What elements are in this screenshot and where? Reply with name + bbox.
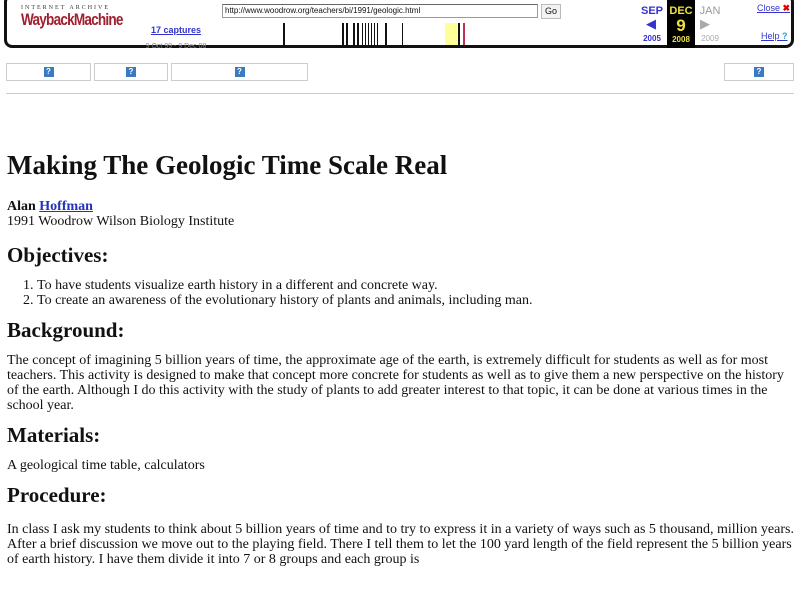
author-link[interactable]: Hoffman: [39, 199, 93, 214]
institute: 1991 Woodrow Wilson Biology Institute: [7, 214, 235, 229]
prev-arrow-icon[interactable]: ◀: [646, 16, 656, 31]
help-icon: ?: [44, 67, 54, 77]
nav-button-1[interactable]: [6, 63, 91, 81]
background-text: The concept of imagining 5 billion years of time, the approximate age of the earth, is extremely difficult for students as well as for most teachers. This activity is designed to make that concept more concrete for students as well as to give them a new perspective on the history of the earth. Although I do this activity with the study of plants to add greater interest to that topic, it can be done at various times in the school year.: [7, 353, 784, 413]
list-item: 2. To create an awareness of the evolutionary history of plants and animals, including man.: [37, 293, 797, 308]
nav-button-4[interactable]: [724, 63, 794, 81]
go-button[interactable]: Go: [541, 4, 561, 19]
next-year: 2009: [701, 34, 719, 43]
current-month: DEC: [669, 5, 693, 17]
captures-link[interactable]: 17 captures: [150, 25, 202, 35]
help-label: Help: [761, 31, 780, 41]
objectives-heading: Objectives:: [7, 243, 109, 267]
next-month: JAN: [699, 5, 721, 17]
wayback-logo[interactable]: [21, 5, 148, 29]
help-link[interactable]: [761, 31, 788, 41]
procedure-text: In class I ask my students to think about 5 billion years of time and to try to express it in a variety of ways such as 5 thousand, million years. After a brief discussion we move out to the playing field. There I tell them to let the 100 yard length of the field represent the 5 billion years of earth history. I have them divide it into 7 or 8 groups and each group is: [7, 522, 794, 567]
next-arrow-icon: ▶: [700, 16, 710, 31]
nav-button-2[interactable]: [94, 63, 168, 81]
materials-text: A geological time table, calculators: [7, 458, 205, 473]
materials-heading: Materials:: [7, 423, 101, 447]
prev-month[interactable]: SEP: [640, 5, 663, 17]
procedure-heading: Procedure:: [7, 483, 107, 507]
page-title: Making The Geologic Time Scale Real: [7, 150, 448, 180]
current-day: 9: [676, 16, 686, 35]
current-capture: [667, 0, 695, 48]
wayback-toolbar: [4, 0, 794, 48]
current-year: 2008: [672, 35, 690, 44]
capture-range: 9 Oct 99 - 9 Dec 08: [145, 43, 207, 50]
prev-year[interactable]: 2005: [643, 34, 661, 43]
capture-timeline[interactable]: [213, 23, 643, 45]
url-input[interactable]: http://www.woodrow.org/teachers/bi/1991/geologic.html: [222, 4, 538, 18]
close-icon[interactable]: ✖: [782, 3, 791, 13]
help-icon: ?: [235, 67, 245, 77]
help-icon: ?: [754, 67, 764, 77]
background-heading: Background:: [7, 318, 125, 342]
author: [7, 199, 797, 214]
nav-button-3[interactable]: [171, 63, 308, 81]
logo-wordmark: WaybackMachine: [21, 10, 123, 29]
help-icon: ?: [126, 67, 136, 77]
help-icon: ?: [782, 31, 788, 41]
author-first: Alan: [7, 199, 36, 214]
close-label: Close: [757, 3, 781, 13]
article: [7, 150, 797, 575]
close-link[interactable]: [757, 3, 790, 14]
divider: [6, 93, 794, 94]
logo-text: INTERNET ARCHIVE: [21, 5, 111, 11]
list-item: 1. To have students visualize earth history in a different and concrete way.: [37, 278, 797, 293]
objectives-list: [7, 278, 797, 308]
